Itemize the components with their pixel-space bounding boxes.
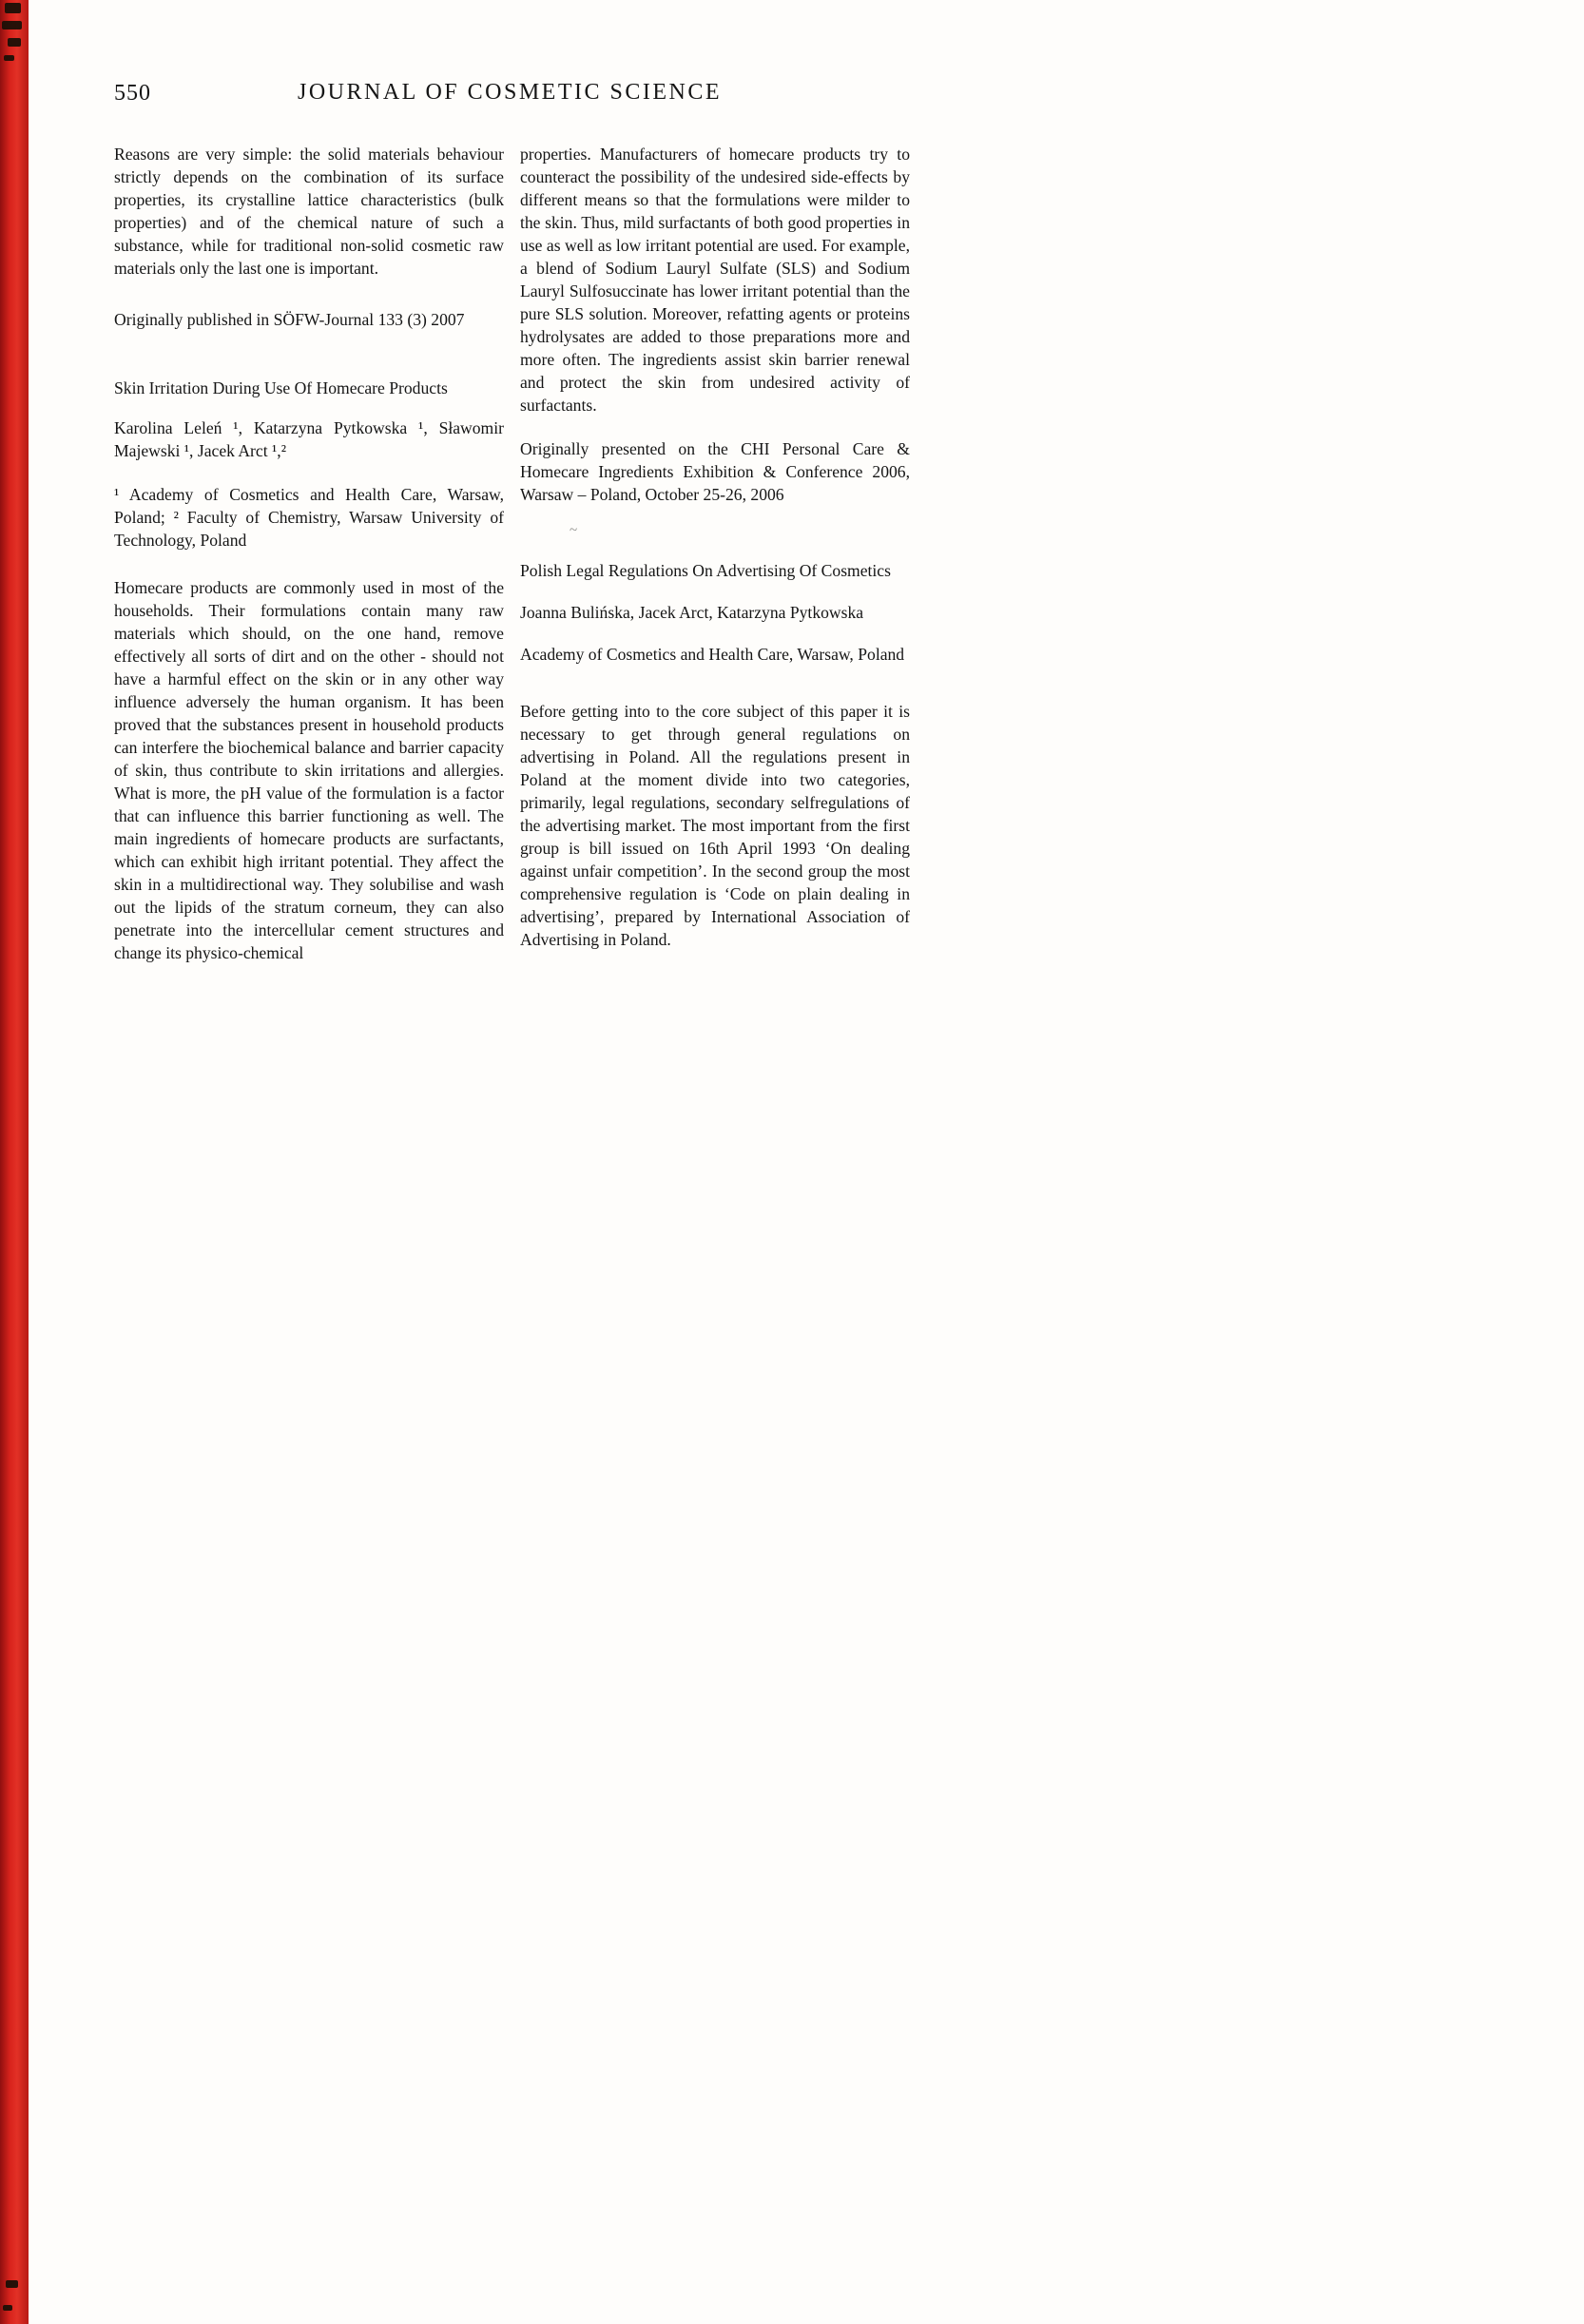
scan-edge-strip	[0, 0, 29, 2324]
scan-ink-mark	[4, 55, 14, 61]
scan-artifact: ~	[570, 523, 578, 538]
scan-ink-mark	[8, 38, 21, 47]
right-column	[520, 143, 910, 951]
article1-body-continuation: properties. Manufacturers of homecare products try to counteract the possibility of the undesired side-effects by different means so that the formulations were milder to the skin. Thus, mild surfactants of both good properties in use as well as low irritant potential are used. For example, a blend of Sodium Lauryl Sulfate (SLS) and Sodium Lauryl Sulfosuccinate has lower irritant potential than the pure SLS solution. Moreover, refatting agents or proteins hydrolysates are added to those preparations more and more often. The ingredients assist skin barrier renewal and protect the skin from undesired activity of surfactants.	[520, 145, 910, 415]
published-note: Originally published in SÖFW-Journal 133 (3) 2007	[114, 310, 465, 329]
page-number: 550	[114, 81, 151, 106]
article2-authors: Joanna Bulińska, Jacek Arct, Katarzyna Pytkowska	[520, 603, 864, 622]
left-column	[114, 143, 504, 964]
scan-ink-mark	[6, 2280, 18, 2288]
journal-title: JOURNAL OF COSMETIC SCIENCE	[298, 80, 722, 105]
scan-ink-mark	[5, 3, 21, 13]
scan-ink-mark	[3, 2305, 12, 2311]
article1-authors: Karolina Leleń ¹, Katarzyna Pytkowska ¹, Sławomir Majewski ¹, Jacek Arct ¹,²	[114, 418, 504, 460]
presented-note: Originally presented on the CHI Personal Care & Homecare Ingredients Exhibition & Conference 2006, Warsaw – Poland, October 25-26, 2006	[520, 439, 910, 504]
article1-body: Homecare products are commonly used in most of the households. Their formulations contain many raw materials which should, on the one hand, remove effectively all sorts of dirt and on the other - should not have a harmful effect on the skin or in any other way influence adversely the human organism. It has been proved that the substances present in household products can interfere the biochemical balance and barrier capacity of skin, thus contribute to skin irritations and allergies. What is more, the pH value of the formulation is a factor that can influence this barrier functioning as well. The main ingredients of homecare products are surfactants, which can exhibit high irritant potential. They affect the skin in a multidirectional way. They solubilise and wash out the lipids of the stratum corneum, they can also penetrate into the intercellular cement structures and change its physico-chemical	[114, 578, 504, 962]
scan-ink-mark	[2, 21, 22, 29]
page-header	[114, 80, 905, 106]
article1-title: Skin Irritation During Use Of Homecare Products	[114, 378, 448, 397]
article1-affiliation: ¹ Academy of Cosmetics and Health Care, Warsaw, Poland; ² Faculty of Chemistry, Warsaw University of Technology, Poland	[114, 485, 504, 550]
paragraph-solid-materials: Reasons are very simple: the solid materials behaviour strictly depends on the combination of its surface properties, its crystalline lattice characteristics (bulk properties) and of the chemical nature of such a substance, while for traditional non-solid cosmetic raw materials only the last one is important.	[114, 145, 504, 278]
article2-body: Before getting into to the core subject of this paper it is necessary to get through general regulations on advertising in Poland. All the regulations present in Poland at the moment divide into two categories, primarily, legal regulations, secondary selfregulations of the advertising market. The most important from the first group is bill issued on 16th April 1993 ‘On dealing against unfair competition’. In the second group the most comprehensive regulation is ‘Code on plain dealing in advertising’, prepared by International Association of Advertising in Poland.	[520, 702, 910, 949]
article2-title: Polish Legal Regulations On Advertising Of Cosmetics	[520, 561, 891, 580]
article2-affiliation: Academy of Cosmetics and Health Care, Warsaw, Poland	[520, 645, 905, 664]
